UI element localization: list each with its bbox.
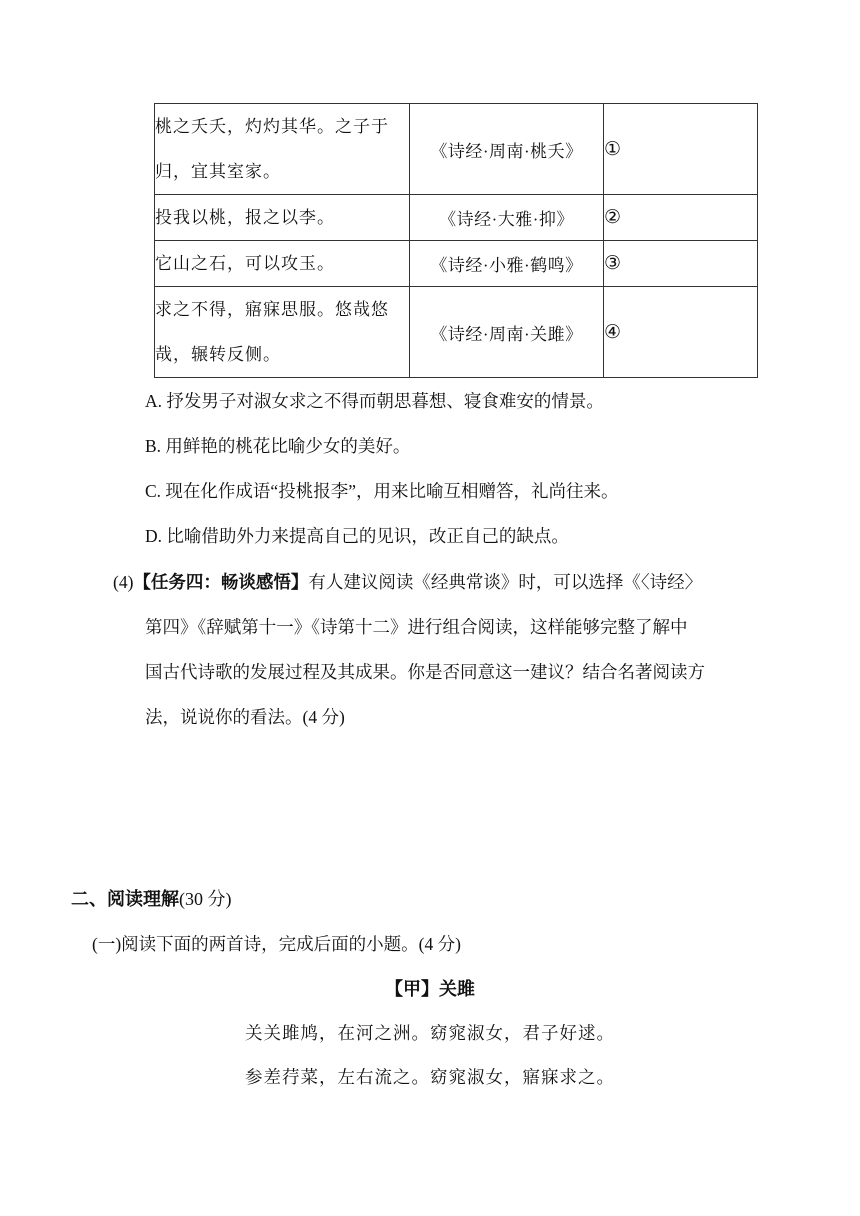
poem-title: 【甲】关雎 [385, 979, 475, 999]
table-row [155, 195, 758, 241]
poem-source: 《诗经·周南·关雎》 [410, 287, 604, 378]
poem-source: 《诗经·大雅·抑》 [410, 195, 604, 241]
question-4-line2: 第四》《辞赋第十一》《诗第十二》进行组合阅读，这样能够完整了解中 [145, 617, 688, 637]
table-row [155, 241, 758, 287]
question-4-line4: 法，说说你的看法。(4 分) [145, 707, 345, 727]
table-row [155, 287, 758, 378]
poem-source: 《诗经·周南·桃夭》 [410, 104, 604, 195]
question-4-line3: 国古代诗歌的发展过程及其成果。你是否同意这一建议？结合名著阅读方 [145, 662, 705, 682]
answer-slot: ④ [604, 287, 758, 378]
answer-slot: ② [604, 195, 758, 241]
option-d: D. 比喻借助外力来提高自己的见识，改正自己的缺点。 [145, 526, 569, 546]
poem-line: 参差荇菜，左右流之。窈窕淑女，寤寐求之。 [245, 1067, 615, 1087]
option-b: B. 用鲜艳的桃花比喻少女的美好。 [145, 436, 411, 456]
poem-line: 关关雎鸠，在河之洲。窈窕淑女，君子好逑。 [245, 1023, 615, 1043]
poem-quote: 求之不得，寤寐思服。悠哉悠哉，辗转反侧。 [155, 287, 410, 378]
answer-slot: ① [604, 104, 758, 195]
poem-quote: 它山之石，可以攻玉。 [155, 241, 410, 287]
table-row [155, 104, 758, 195]
question-number: (4) [113, 572, 134, 592]
task-label: 【任务四：畅谈感悟】 [133, 572, 309, 592]
option-a: A. 抒发男子对淑女求之不得而朝思暮想、寝食难安的情景。 [145, 391, 604, 411]
section-title: 二、阅读理解 [71, 889, 179, 909]
answer-slot: ③ [604, 241, 758, 287]
poem-quote: 投我以桃，报之以李。 [155, 195, 410, 241]
poem-source: 《诗经·小雅·鹤鸣》 [410, 241, 604, 287]
section-score: (30 分) [179, 889, 232, 909]
subsection-instruction: (一)阅读下面的两首诗，完成后面的小题。(4 分) [92, 934, 461, 954]
option-c: C. 现在化作成语“投桃报李”，用来比喻互相赠答，礼尚往来。 [145, 481, 619, 501]
section-heading [71, 885, 232, 911]
question-4-line1 [113, 569, 702, 594]
question-text: 有人建议阅读《经典常谈》时，可以选择《〈诗经〉 [308, 572, 703, 592]
poem-quote: 桃之夭夭，灼灼其华。之子于归，宜其室家。 [155, 104, 410, 195]
poetry-table [154, 103, 758, 378]
